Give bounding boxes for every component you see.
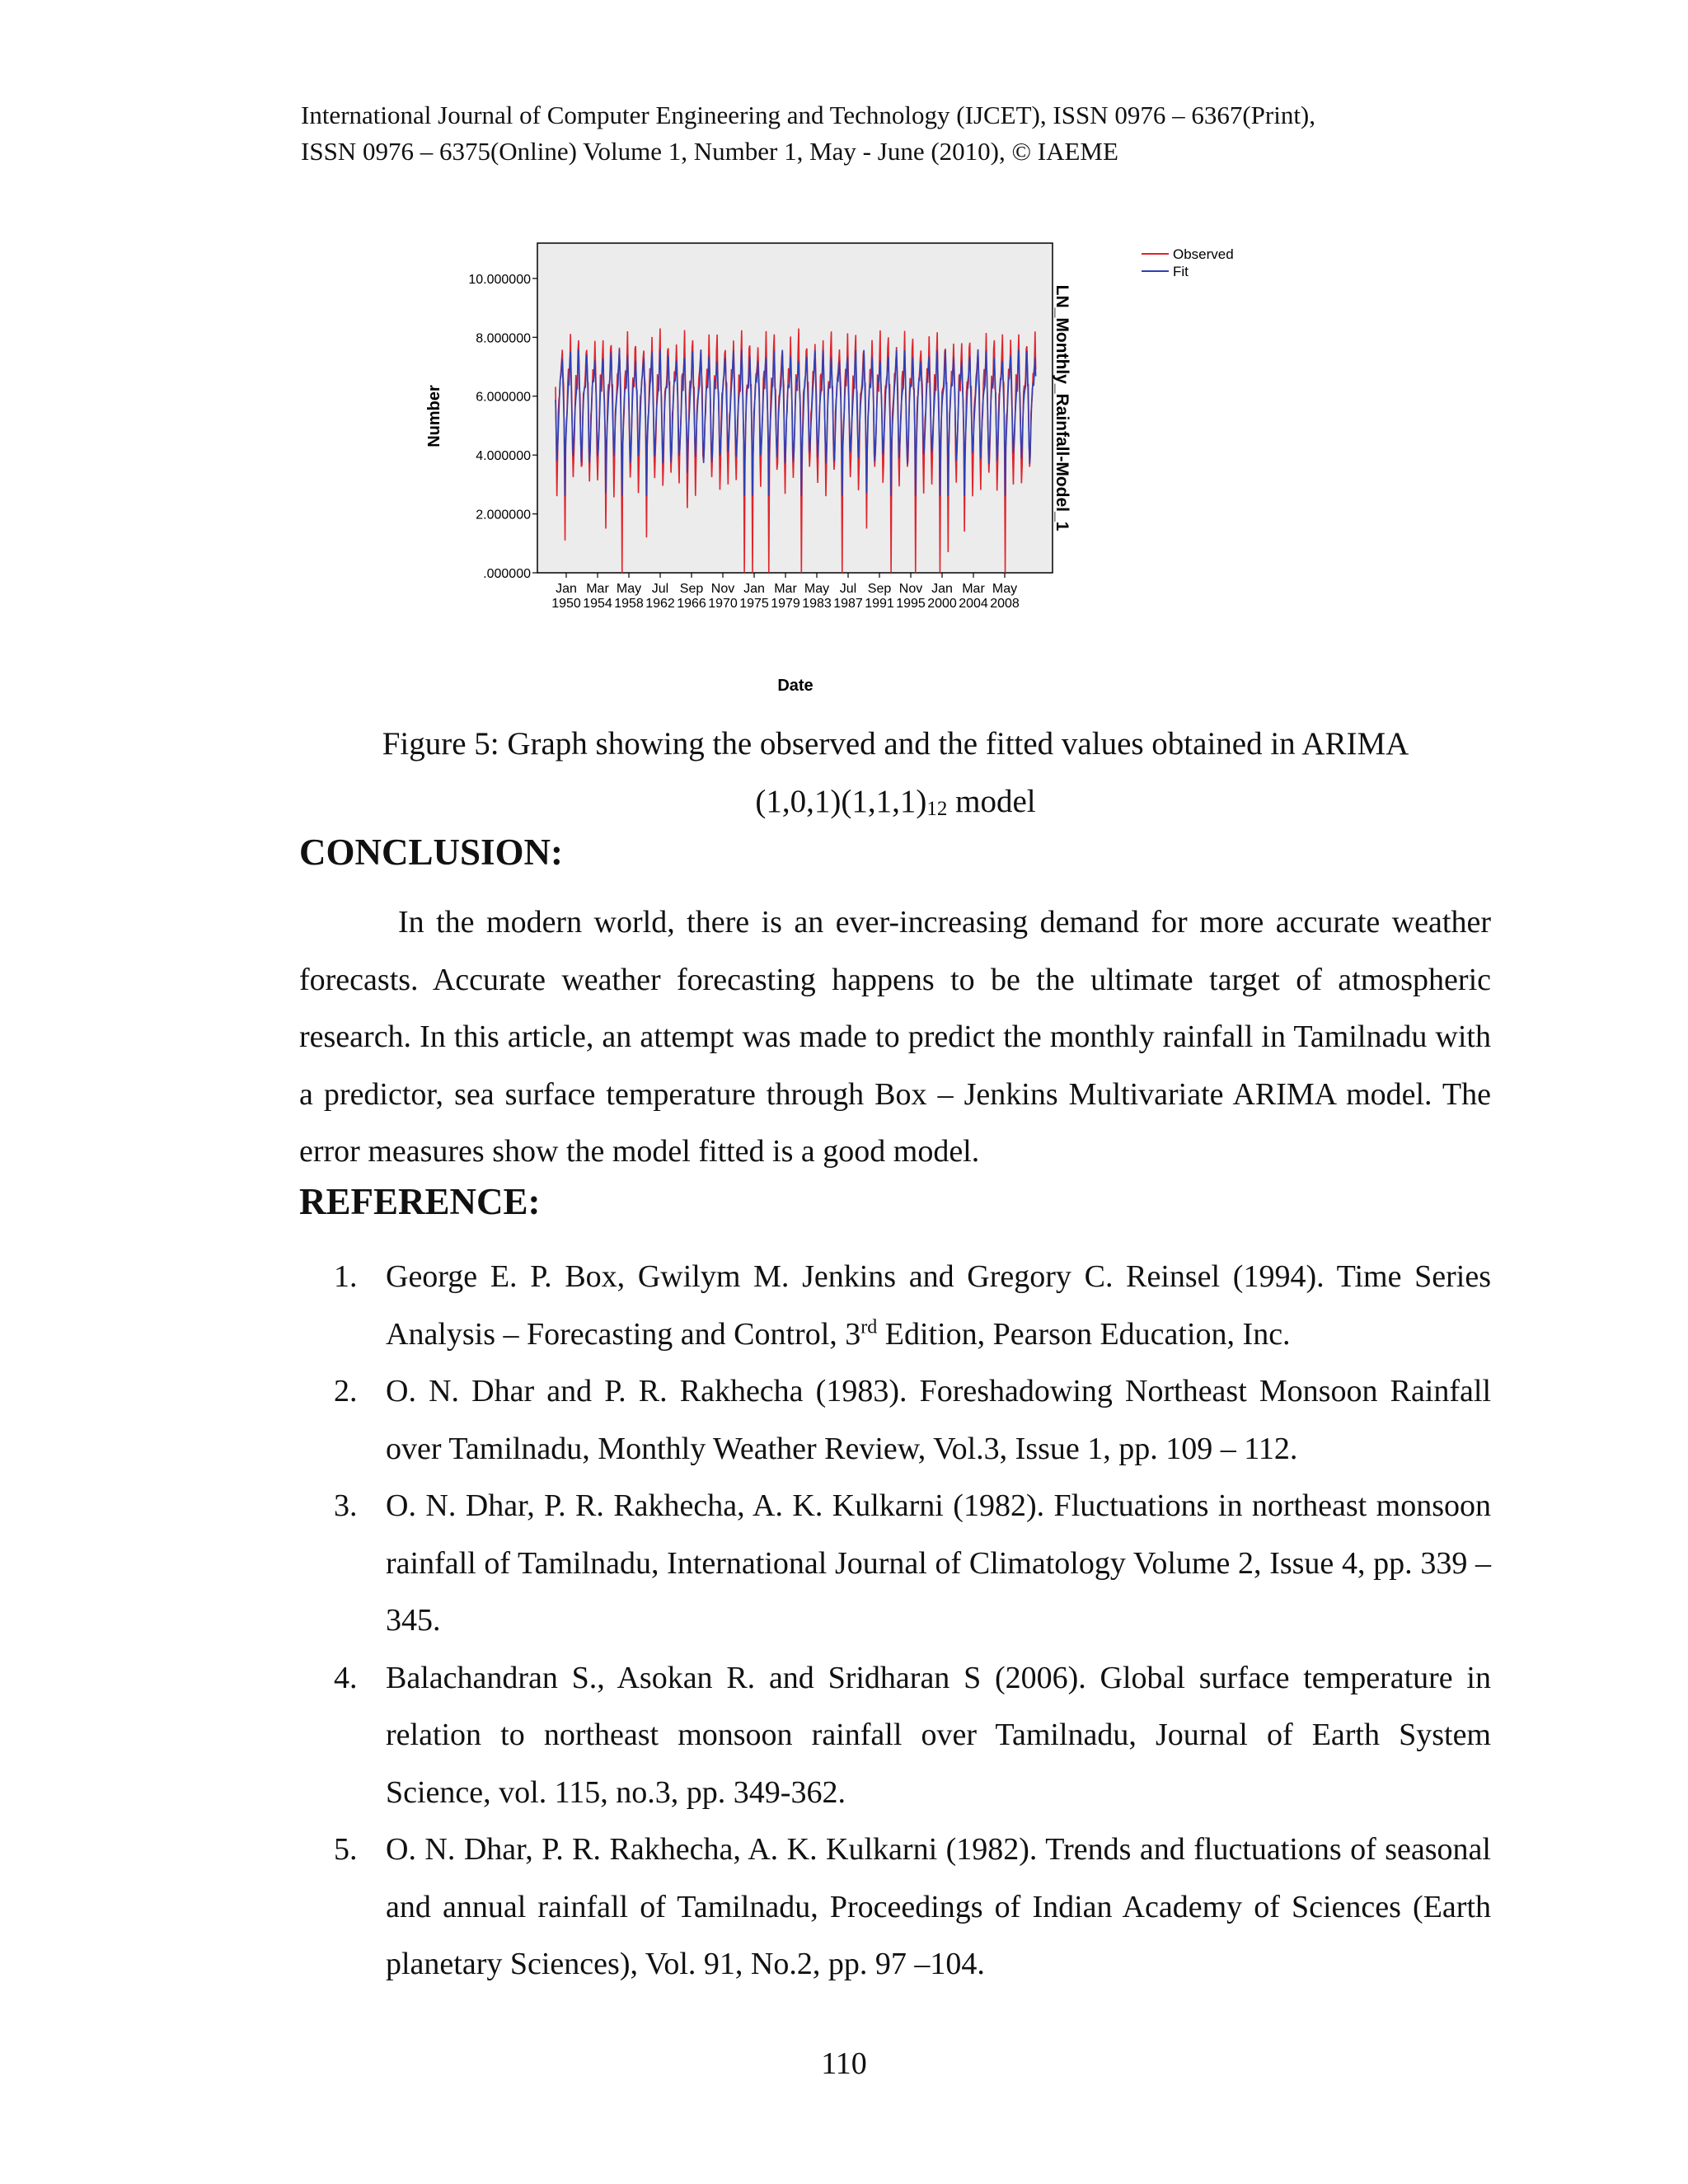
x-axis (551, 573, 1020, 611)
x-tick-year: 2004 (959, 597, 988, 611)
x-tick-year: 1987 (833, 597, 863, 611)
caption-line-2 (301, 773, 1490, 838)
x-tick-year: 1962 (645, 597, 675, 611)
reference-text: George E. P. Box, Gwilym M. Jenkins and Gregory C. Reinsel (1994). Time Series Analysis – Forecasting and Control, 3 (386, 1259, 1491, 1352)
x-tick-year: 1995 (896, 597, 926, 611)
legend-fit-label: Fit (1173, 264, 1189, 279)
conclusion-paragraph: In the modern world, there is an ever-increasing demand for more accurate weather forecasts. Accurate weather forecasting happens to be the ultimate target of atmospheric research. In this article, an attempt was made to predict the monthly rainfall in Tamilnadu with a predictor, sea surface temperature through Box – Jenkins Multivariate ARIMA model. The error measures show the model fitted is a good model. (299, 905, 1491, 1169)
caption-line-1: Figure 5: Graph showing the observed and the fitted values obtained in ARIMA (382, 726, 1409, 762)
journal-header (301, 97, 1496, 170)
reference-text: O. N. Dhar, P. R. Rakhecha, A. K. Kulkarni (1982). Trends and fluctuations of seasonal and annual rainfall of Tamilnadu, Proceedings of Indian Academy of Sciences (Earth planetary Sciences), Vol. 91, No.2, pp. 97 –104. (386, 1832, 1491, 1981)
x-tick-year: 1991 (865, 597, 894, 611)
x-tick-month: Mar (774, 582, 797, 596)
x-tick-year: 1979 (771, 597, 800, 611)
reference-text: O. N. Dhar and P. R. Rakhecha (1983). Foreshadowing Northeast Monsoon Rainfall over Tamilnadu, Monthly Weather Review, Vol.3, Issue 1, pp. 109 – 112. (386, 1374, 1491, 1466)
x-tick-month: Jan (556, 582, 577, 596)
reference-superscript: rd (860, 1315, 878, 1338)
x-tick-year: 1975 (739, 597, 769, 611)
legend (1142, 246, 1234, 279)
y-tick-label: 4.000000 (476, 449, 531, 464)
chart-svg (412, 231, 1302, 709)
reference-number: 3. (334, 1488, 358, 1523)
reference-item (299, 1650, 1491, 1822)
reference-item (299, 1363, 1491, 1478)
reference-text-end: Edition, Pearson Education, Inc. (877, 1316, 1291, 1352)
y-tick-label: 8.000000 (476, 331, 531, 346)
x-tick-month: Mar (586, 582, 609, 596)
x-tick-year: 1954 (583, 597, 612, 611)
reference-item (299, 1821, 1491, 1994)
reference-item (299, 1478, 1491, 1650)
x-axis-label: Date (777, 677, 814, 695)
x-tick-month: May (992, 582, 1018, 596)
y-tick-label: .000000 (483, 567, 531, 581)
reference-item (299, 1249, 1491, 1363)
x-tick-month: Jan (931, 582, 953, 596)
x-tick-month: Jul (839, 582, 857, 596)
y-tick-label: 10.000000 (468, 272, 531, 287)
reference-heading: REFERENCE: (299, 1181, 541, 1222)
right-axis-label: LN_Monthly_Rainfall-Model_1 (1053, 284, 1071, 532)
x-tick-month: May (804, 582, 830, 596)
x-tick-year: 1950 (551, 597, 581, 611)
header-line-2: ISSN 0976 – 6375(Online) Volume 1, Number 1, May - June (2010), © IAEME (301, 137, 1118, 166)
header-line-1: International Journal of Computer Engineering and Technology (IJCET), ISSN 0976 – 6367(Print), (301, 101, 1316, 129)
caption-subscript: 12 (926, 798, 948, 820)
x-tick-month: Nov (898, 582, 923, 596)
reference-list (299, 1249, 1491, 1994)
x-tick-month: Sep (867, 582, 892, 596)
x-tick-year: 1966 (677, 597, 706, 611)
reference-text: Balachandran S., Asokan R. and Sridharan S (2006). Global surface temperature in relation to northeast monsoon rainfall over Tamilnadu, Journal of Earth System Science, vol. 115, no.3, pp. 349-362. (386, 1660, 1491, 1810)
figure-caption (301, 715, 1490, 838)
legend-observed-label: Observed (1173, 246, 1234, 262)
x-tick-month: Mar (962, 582, 985, 596)
caption-model-end: model (947, 784, 1036, 819)
caption-model: (1,0,1)(1,1,1) (755, 784, 927, 819)
conclusion-heading: CONCLUSION: (299, 832, 564, 873)
x-tick-month: Jan (743, 582, 765, 596)
x-tick-month: May (616, 582, 642, 596)
reference-number: 2. (334, 1374, 358, 1408)
y-tick-label: 2.000000 (476, 508, 531, 523)
reference-number: 5. (334, 1832, 358, 1867)
y-tick-label: 6.000000 (476, 390, 531, 405)
x-tick-year: 1983 (802, 597, 832, 611)
reference-number: 4. (334, 1660, 358, 1695)
x-tick-month: Sep (679, 582, 704, 596)
x-tick-year: 2008 (990, 597, 1020, 611)
page-number: 110 (821, 2046, 867, 2081)
x-tick-month: Jul (651, 582, 669, 596)
x-tick-year: 2000 (927, 597, 957, 611)
x-tick-month: Nov (710, 582, 735, 596)
x-tick-year: 1970 (708, 597, 738, 611)
y-axis-label: Number (425, 385, 443, 448)
reference-text: O. N. Dhar, P. R. Rakhecha, A. K. Kulkarni (1982). Fluctuations in northeast monsoon rainfall of Tamilnadu, International Journal of Climatology Volume 2, Issue 4, pp. 339 – 345. (386, 1488, 1491, 1638)
reference-number: 1. (334, 1259, 358, 1294)
y-axis (468, 273, 537, 581)
x-tick-year: 1958 (614, 597, 644, 611)
arima-chart (412, 231, 1302, 709)
